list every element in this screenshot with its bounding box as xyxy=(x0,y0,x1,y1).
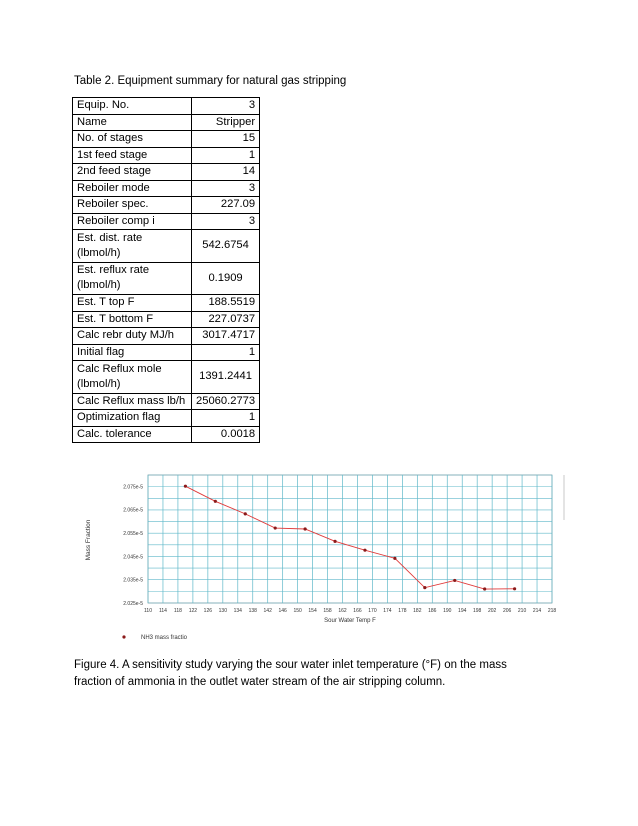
x-tick-label: 118 xyxy=(173,608,182,614)
row-value: 1 xyxy=(192,410,260,427)
row-value: 227.09 xyxy=(192,197,260,214)
row-value: 0.1909 xyxy=(192,262,260,295)
table-row xyxy=(73,295,260,312)
table-row xyxy=(73,328,260,345)
row-value: 25060.2773 xyxy=(192,393,260,410)
y-tick-label: 2.035e-5 xyxy=(123,577,143,584)
row-value: 3 xyxy=(192,98,260,115)
row-value: 542.6754 xyxy=(192,230,260,263)
table-caption: Table 2. Equipment summary for natural gas stripping xyxy=(74,75,347,87)
row-name: No. of stages xyxy=(73,131,192,148)
table-row xyxy=(73,262,260,295)
x-tick-label: 166 xyxy=(353,608,362,614)
row-name: Calc Reflux mole (lbmol/h) xyxy=(73,361,192,394)
row-value: 227.0737 xyxy=(192,311,260,328)
x-tick-label: 134 xyxy=(233,608,242,614)
x-tick-label: 186 xyxy=(428,608,437,614)
y-tick-label: 2.075e-5 xyxy=(123,484,143,491)
x-tick-label: 130 xyxy=(218,608,227,614)
x-tick-label: 110 xyxy=(144,608,152,614)
table-row xyxy=(73,197,260,214)
x-tick-label: 114 xyxy=(158,608,167,614)
x-tick-label: 142 xyxy=(263,608,272,614)
row-name: Calc Reflux mass lb/h xyxy=(73,393,192,410)
table-row xyxy=(73,393,260,410)
data-point xyxy=(363,549,366,552)
data-point xyxy=(423,586,426,589)
row-name: Equip. No. xyxy=(73,98,192,115)
row-value: 3 xyxy=(192,180,260,197)
data-point xyxy=(274,526,277,529)
data-point xyxy=(184,485,187,488)
row-name: Name xyxy=(73,114,192,131)
x-tick-label: 210 xyxy=(517,608,527,614)
row-name: Est. dist. rate (lbmol/h) xyxy=(73,230,192,263)
row-name: Est. T bottom F xyxy=(73,311,192,328)
equipment-table xyxy=(72,97,260,443)
data-point xyxy=(483,587,486,590)
sensitivity-chart xyxy=(78,470,578,645)
x-tick-label: 162 xyxy=(338,608,347,614)
row-value: 188.5519 xyxy=(192,295,260,312)
table-row xyxy=(73,180,260,197)
row-name: Reboiler mode xyxy=(73,180,192,197)
x-tick-label: 182 xyxy=(413,608,422,614)
legend xyxy=(122,635,187,641)
x-tick-labels xyxy=(144,608,556,614)
figure-caption: Figure 4. A sensitivity study varying the sour water inlet temperature (°F) on the mass fraction of ammonia in the outlet water stream of the air stripping column. xyxy=(74,659,507,688)
row-name: 1st feed stage xyxy=(73,147,192,164)
row-name: Calc. tolerance xyxy=(73,426,192,443)
x-tick-label: 198 xyxy=(473,608,482,614)
row-value: 3017.4717 xyxy=(192,328,260,345)
row-value: 3 xyxy=(192,213,260,230)
x-tick-label: 190 xyxy=(443,608,452,614)
x-tick-label: 178 xyxy=(398,608,407,614)
x-tick-label: 202 xyxy=(487,608,497,614)
row-value: 0.0018 xyxy=(192,426,260,443)
y-tick-label: 2.045e-5 xyxy=(123,554,143,561)
row-name: Reboiler comp i xyxy=(73,213,192,230)
row-name: Calc rebr duty MJ/h xyxy=(73,328,192,345)
data-point xyxy=(214,500,217,503)
y-tick-labels xyxy=(123,484,143,606)
table-row xyxy=(73,410,260,427)
data-point xyxy=(304,527,307,530)
row-name: Initial flag xyxy=(73,344,192,361)
row-value: 15 xyxy=(192,131,260,148)
y-tick-label: 2.055e-5 xyxy=(123,530,143,537)
row-value: 1 xyxy=(192,344,260,361)
y-axis-label: Mass Fraction xyxy=(85,519,92,561)
table-row xyxy=(73,98,260,115)
x-tick-label: 170 xyxy=(368,608,377,614)
row-name: 2nd feed stage xyxy=(73,164,192,181)
data-point xyxy=(244,512,247,515)
plot-background xyxy=(148,475,552,603)
x-tick-label: 218 xyxy=(547,608,557,614)
row-name: Optimization flag xyxy=(73,410,192,427)
x-tick-label: 154 xyxy=(308,608,317,614)
x-tick-label: 138 xyxy=(248,608,257,614)
table-row xyxy=(73,147,260,164)
x-tick-label: 146 xyxy=(278,608,287,614)
table-row xyxy=(73,311,260,328)
table-row xyxy=(73,131,260,148)
data-point xyxy=(453,579,456,582)
x-axis-label: Sour Water Temp F xyxy=(324,618,376,624)
y-tick-label: 2.065e-5 xyxy=(123,507,143,514)
table-row xyxy=(73,230,260,263)
row-name: Reboiler spec. xyxy=(73,197,192,214)
row-value: 1 xyxy=(192,147,260,164)
row-value: 14 xyxy=(192,164,260,181)
x-tick-label: 174 xyxy=(383,608,392,614)
x-tick-label: 194 xyxy=(458,608,467,614)
table-row xyxy=(73,114,260,131)
x-tick-label: 158 xyxy=(323,608,332,614)
y-tick-label: 2.025e-5 xyxy=(123,600,143,607)
data-point xyxy=(333,540,336,543)
x-tick-label: 206 xyxy=(502,608,512,614)
table-row xyxy=(73,164,260,181)
legend-marker xyxy=(122,635,125,638)
table-row xyxy=(73,361,260,394)
table-row xyxy=(73,344,260,361)
table-row xyxy=(73,213,260,230)
row-value: Stripper xyxy=(192,114,260,131)
row-name: Est. T top F xyxy=(73,295,192,312)
row-value: 1391.2441 xyxy=(192,361,260,394)
table-row xyxy=(73,426,260,443)
data-point xyxy=(513,587,516,590)
x-tick-label: 150 xyxy=(293,608,302,614)
x-tick-label: 214 xyxy=(532,608,542,614)
legend-label: NH3 mass fractio xyxy=(141,635,188,641)
x-tick-label: 126 xyxy=(203,608,213,614)
x-tick-label: 122 xyxy=(188,608,198,614)
row-name: Est. reflux rate (lbmol/h) xyxy=(73,262,192,295)
data-point xyxy=(393,557,396,560)
